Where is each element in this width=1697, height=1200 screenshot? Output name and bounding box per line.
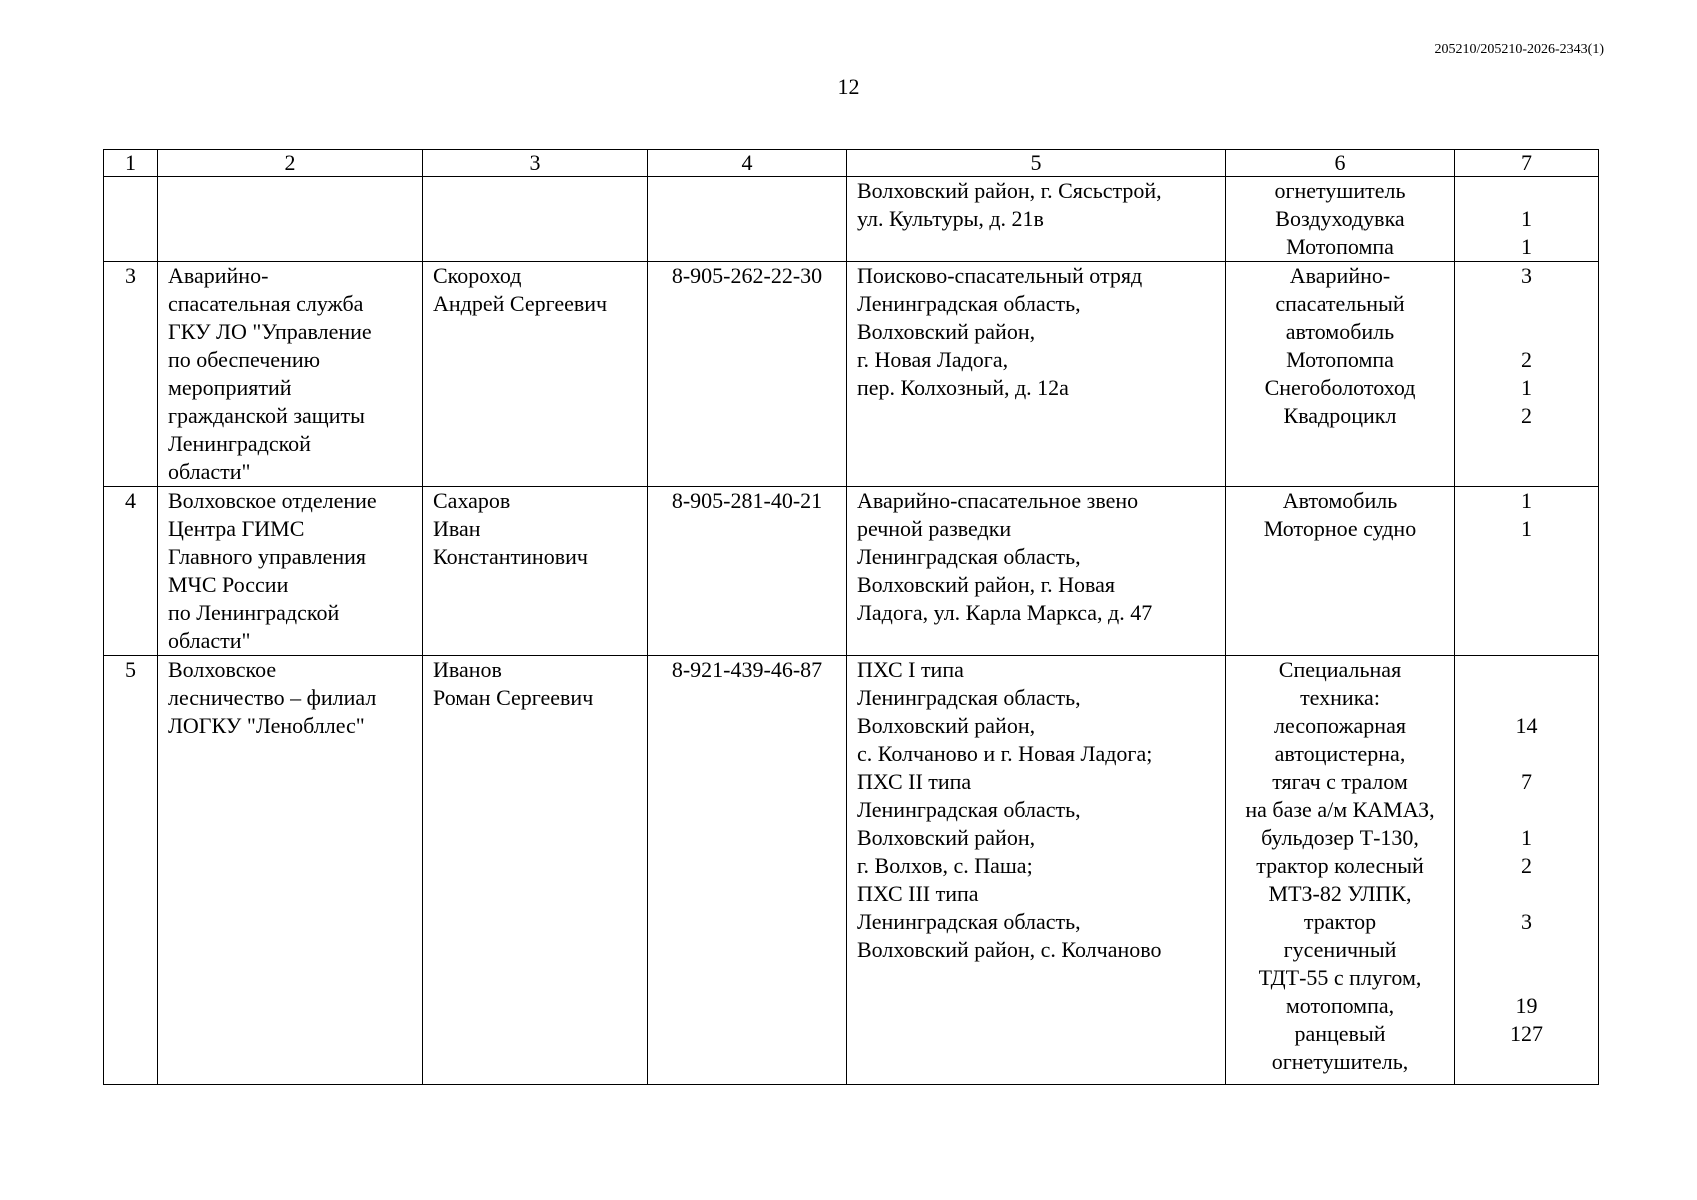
equipment-cell: Специальная техника: лесопожарная автоцистерна, тягач с тралом на базе а/м КАМАЗ, бульдозер Т-130, трактор колесный МТЗ-82 УЛПК, трактор гусеничный ТДТ-55 с плугом, мотопомпа, ранцевый огнетушитель, [1226,656,1455,1085]
quantity-cell: 14 7 1 2 3 19 127 [1455,656,1599,1085]
row-number: 3 [104,262,158,487]
column-number: 6 [1226,150,1455,177]
column-number: 1 [104,150,158,177]
table-row [104,262,1599,487]
equipment-cell: Автомобиль Моторное судно [1226,487,1455,656]
quantity-cell: 3 2 1 2 [1455,262,1599,487]
organization-cell: Волховское отделение Центра ГИМС Главного управления МЧС России по Ленинградской области" [158,487,423,656]
table-row [104,177,1599,262]
column-number: 2 [158,150,423,177]
phone-cell: 8-905-281-40-21 [648,487,847,656]
table-row [104,487,1599,656]
page-number: 12 [837,74,860,99]
phone-cell: 8-905-262-22-30 [648,262,847,487]
row-number [104,177,158,262]
quantity-cell: 1 1 [1455,177,1599,262]
head-cell [423,177,648,262]
column-number: 5 [847,150,1226,177]
organization-cell: Волховское лесничество – филиал ЛОГКУ "Ленобллес" [158,656,423,1085]
unit-address-cell: Поисково-спасательный отряд Ленинградская область, Волховский район, г. Новая Ладога, пер. Колхозный, д. 12а [847,262,1226,487]
row-number: 5 [104,656,158,1085]
column-number: 4 [648,150,847,177]
head-cell: Скороход Андрей Сергеевич [423,262,648,487]
equipment-cell: огнетушитель Воздуходувка Мотопомпа [1226,177,1455,262]
column-number: 3 [423,150,648,177]
resources-table [103,149,1599,1085]
document-code: 205210/205210-2026-2343(1) [1434,42,1604,57]
unit-address-cell: Аварийно-спасательное звено речной разведки Ленинградская область, Волховский район, г. Новая Ладога, ул. Карла Маркса, д. 47 [847,487,1226,656]
column-number-row [104,150,1599,177]
unit-address-cell: ПХС I типа Ленинградская область, Волховский район, с. Колчаново и г. Новая Ладога; ПХС II типа Ленинградская область, Волховский район, г. Волхов, с. Паша; ПХС III типа Ленинградская область, Волховский район, с. Колчаново [847,656,1226,1085]
phone-cell [648,177,847,262]
column-number: 7 [1455,150,1599,177]
table-row [104,656,1599,1085]
unit-address-cell: Волховский район, г. Сясьстрой, ул. Культуры, д. 21в [847,177,1226,262]
quantity-cell: 1 1 [1455,487,1599,656]
head-cell: Иванов Роман Сергеевич [423,656,648,1085]
head-cell: Сахаров Иван Константинович [423,487,648,656]
equipment-cell: Аварийно- спасательный автомобиль Мотопомпа Снегоболотоход Квадроцикл [1226,262,1455,487]
row-number: 4 [104,487,158,656]
organization-cell [158,177,423,262]
organization-cell: Аварийно- спасательная служба ГКУ ЛО "Управление по обеспечению мероприятий гражданской защиты Ленинградской области" [158,262,423,487]
phone-cell: 8-921-439-46-87 [648,656,847,1085]
